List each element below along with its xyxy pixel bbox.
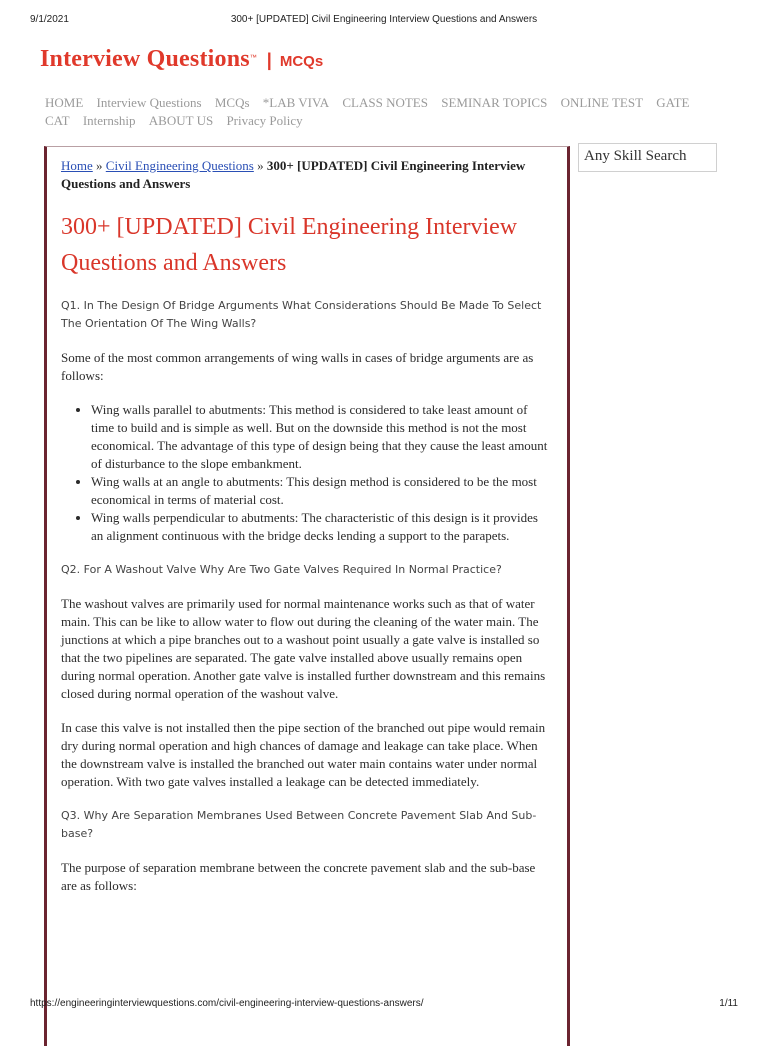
answer-paragraph: Some of the most common arrangements of wing walls in cases of bridge arguments are as follows: (61, 350, 534, 383)
logo-separator: | (266, 50, 272, 70)
nav-class-notes[interactable]: CLASS NOTES (342, 95, 428, 110)
breadcrumb-separator: » (92, 158, 106, 173)
nav-about-us[interactable]: ABOUT US (148, 113, 214, 128)
trademark-mark: ™ (249, 54, 257, 62)
main-nav (45, 94, 725, 130)
nav-online-test[interactable]: ONLINE TEST (560, 95, 644, 110)
question-heading: Q3. Why Are Separation Membranes Used Between Concrete Pavement Slab And Sub-base? (61, 809, 537, 840)
answer-list (61, 401, 553, 545)
breadcrumb-separator: » (253, 158, 267, 173)
page-title: 300+ [UPDATED] Civil Engineering Interview Questions and Answers (61, 214, 518, 276)
breadcrumb-category-link[interactable]: Civil Engineering Questions (105, 158, 254, 173)
nav-cat[interactable]: CAT (45, 113, 70, 128)
nav-lab-viva[interactable]: *LAB VIVA (262, 95, 330, 110)
nav-mcqs[interactable]: MCQs (214, 95, 250, 110)
page-number: 1/11 (719, 998, 738, 1009)
question-heading: Q1. In The Design Of Bridge Arguments What Considerations Should Be Made To Select The Orientation Of The Wing Walls? (61, 299, 542, 330)
article-content (44, 146, 570, 1046)
nav-gate[interactable]: GATE (656, 95, 690, 110)
print-footer (30, 998, 738, 1012)
question-heading: Q2. For A Washout Valve Why Are Two Gate Valves Required In Normal Practice? (61, 563, 502, 576)
breadcrumb-home-link[interactable]: Home (61, 158, 93, 173)
breadcrumb-current: 300+ [UPDATED] Civil Engineering Interview Questions and Answers (61, 158, 526, 191)
print-title: 300+ [UPDATED] Civil Engineering Interview Questions and Answers (230, 14, 538, 25)
nav-seminar-topics[interactable]: SEMINAR TOPICS (441, 95, 548, 110)
answer-paragraph: In case this valve is not installed then the pipe section of the branched out pipe would remain dry during normal operation and high chances of damage and leakage can take place. When the downstream valve is installed the branched out water main contains water under normal operation. With two gate valves installed a leakage can be detected immediately. (61, 720, 546, 789)
answer-paragraph: The washout valves are primarily used for normal maintenance works such as that of water main. This can be like to allow water to flow out during the cleaning of the water main. The junctions at which a pipe branches out to a washout point usually a gate valve is installed so that the two pipelines are separated. The gate valve installed above usually remains open during normal operation. Another gate valve is installed further downstream and this remains closed during normal operation of the washout valve. (61, 596, 546, 701)
logo-mcqs: MCQs (279, 53, 324, 70)
nav-internship[interactable]: Internship (82, 113, 136, 128)
site-logo[interactable] (40, 46, 323, 73)
nav-home[interactable]: HOME (45, 95, 84, 110)
list-item: • Wing walls parallel to abutments: This method is considered to take least amount of time to build and is simple as well. But on the downside this method is not the most economical. The advantage of this type of design being that they cause the least amount of disturbance to the slope embankment. (91, 401, 553, 473)
list-item: • Wing walls perpendicular to abutments: The characteristic of this design is it provides an alignment continuous with the bridge decks lending a support to the parapets. (91, 509, 553, 545)
print-url: https://engineeringinterviewquestions.com/civil-engineering-interview-questions-answers/ (30, 998, 424, 1009)
nav-privacy-policy[interactable]: Privacy Policy (226, 113, 303, 128)
breadcrumb (61, 157, 553, 193)
nav-interview-questions[interactable]: Interview Questions (96, 95, 202, 110)
answer-paragraph: The purpose of separation membrane between the concrete pavement slab and the sub-base are as follows: (61, 860, 536, 893)
list-item: • Wing walls at an angle to abutments: This design method is considered to be the most economical in terms of material cost. (91, 473, 553, 509)
skill-search-box[interactable]: Any Skill Search (578, 143, 717, 172)
logo-text: Interview Questions (40, 46, 250, 72)
print-header (30, 14, 738, 30)
print-date: 9/1/2021 (30, 14, 69, 25)
